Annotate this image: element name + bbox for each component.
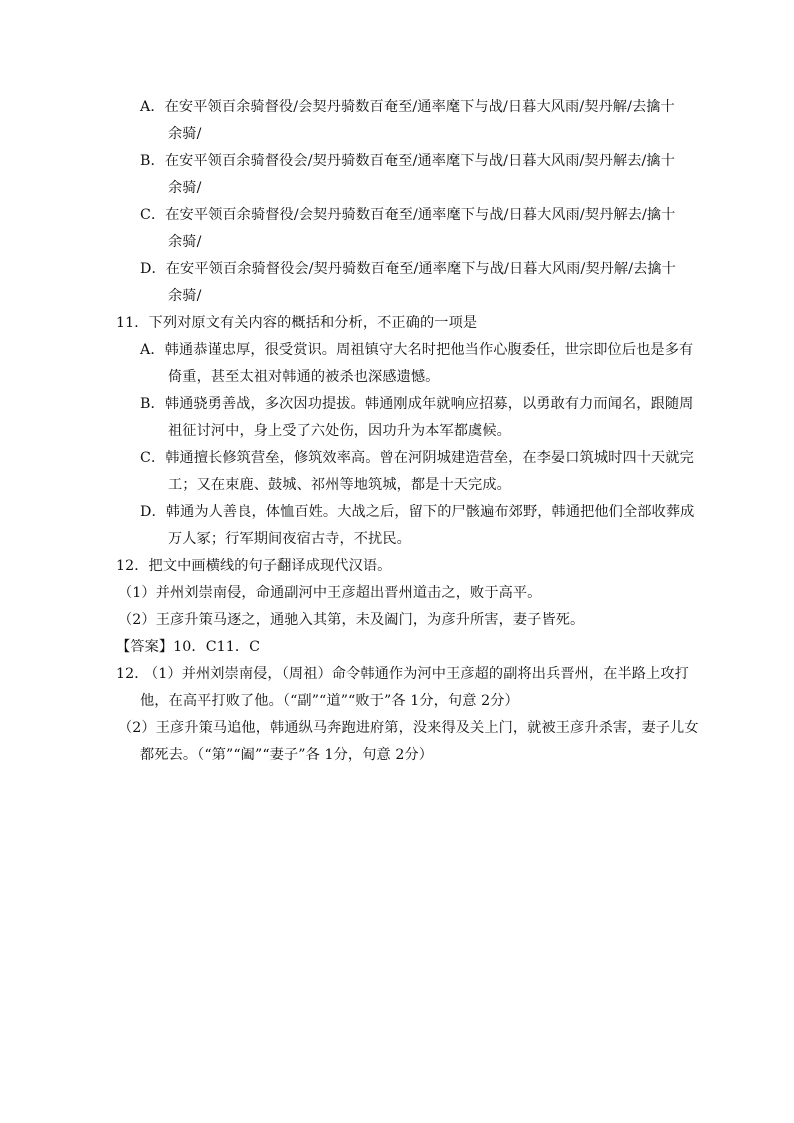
- q10-option-c-line2: 余骑/: [168, 234, 202, 250]
- q11-option-c-line1: C．韩通擅长修筑营垒，修筑效率高。曾在河阴城建造营垒，在李晏口筑城时四十天就完: [140, 450, 694, 466]
- answer-2-line2: 都死去。（“第”“阖”“妻子”各 1分，句意 2分）: [140, 747, 434, 763]
- answer-2-line1: （2）王彦升策马追他，韩通纵马奔跑进府第，没来得及关上门，就被王彦升杀害，妻子儿女: [118, 720, 699, 736]
- q11-option-a-line1: A．韩通恭谨忠厚，很受赏识。周祖镇守大名时把他当作心腹委任，世宗即位后也是多有: [140, 342, 694, 358]
- q11-stem: 11．下列对原文有关内容的概括和分析，不正确的一项是: [116, 315, 478, 331]
- q11-option-a-line2: 倚重，甚至太祖对韩通的被杀也深感遗憾。: [168, 369, 440, 385]
- q12-stem: 12．把文中画横线的句子翻译成现代汉语。: [116, 558, 392, 574]
- q12-item-1: （1）并州刘崇南侵，命通副河中王彦超出晋州道击之，败于高平。: [118, 585, 542, 601]
- q10-option-b-line1: B．在安平领百余骑督役会/契丹骑数百奄至/通率麾下与战/日暮大风雨/契丹解去/擒十: [140, 153, 675, 169]
- q10-option-c-line1: C．在安平领百余骑督役/会契丹骑数百奄至/通率麾下与战/日暮大风雨/契丹解去/擒十: [140, 207, 676, 223]
- q12-item-2: （2）王彦升策马逐之，通驰入其第，未及阖门，为彦升所害，妻子皆死。: [118, 612, 585, 628]
- q10-option-d-line2: 余骑/: [168, 288, 202, 304]
- answer-1-line1: （1）并州刘崇南侵，（周祖）命令韩通作为河中王彦超的副将出兵晋州，在半路上攻打: [144, 666, 689, 682]
- q11-option-d-line1: D．韩通为人善良，体恤百姓。大战之后，留下的尸骸遍布郊野，韩通把他们全部收葬成: [140, 504, 695, 520]
- q10-option-a-line1: A．在安平领百余骑督役/会契丹骑数百奄至/通率麾下与战/日暮大风雨/契丹解/去擒十: [140, 99, 675, 115]
- q11-option-d-line2: 万人冢；行军期间夜宿古寺，不扰民。: [168, 531, 411, 547]
- answer-label: 【答案】10．C11．C: [116, 639, 261, 655]
- q11-option-b-line2: 祖征讨河中，身上受了六处伤，因功升为本军都虞候。: [168, 423, 511, 439]
- q11-option-b-line1: B．韩通骁勇善战，多次因功提拔。韩通刚成年就响应招募，以勇敢有力而闻名，跟随周: [140, 396, 694, 412]
- answer-q12-number: 12．: [116, 666, 149, 682]
- q10-option-b-line2: 余骑/: [168, 180, 202, 196]
- q10-option-a-line2: 余骑/: [168, 126, 202, 142]
- answer-1-line2: 他，在高平打败了他。（“副”“道”“败于”各 1分，句意 2分）: [140, 693, 519, 709]
- q10-option-d-line1: D．在安平领百余骑督役会/契丹骑数百奄至/通率麾下与战/日暮大风雨/契丹解/去擒十: [140, 261, 676, 277]
- q11-option-c-line2: 工；又在束鹿、鼓城、祁州等地筑城，都是十天完成。: [168, 477, 511, 493]
